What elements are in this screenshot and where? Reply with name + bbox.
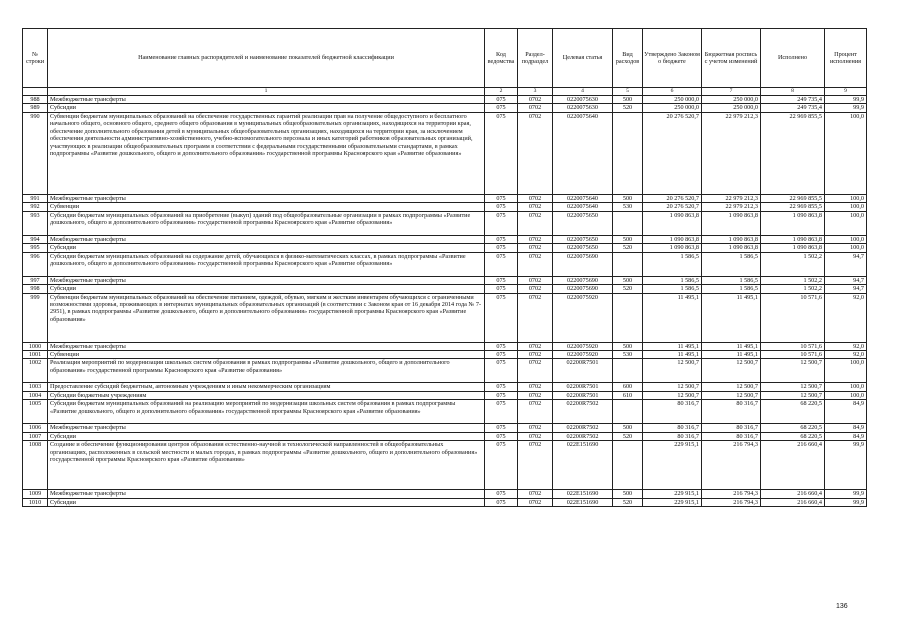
row-name: Субвенции bbox=[48, 203, 485, 211]
row-approved: 12 500,7 bbox=[643, 391, 702, 399]
row-executed: 12 500,7 bbox=[761, 383, 825, 391]
row-name: Создание и обеспечение функционирования центров образования естественно-научной и технологической направленностей в общеобразовательных организациях, расположенных в сельской местности и малых городах, в рамках подпрограммы «Развитие дошкольного, общего и дополнительного образования» государственной программы Красноярского края «Развитие образования» bbox=[48, 441, 485, 490]
row-approved: 1 586,5 bbox=[643, 285, 702, 293]
row-budget-list: 216 794,3 bbox=[702, 490, 761, 498]
table-row bbox=[23, 400, 867, 424]
table-row bbox=[23, 350, 867, 358]
row-approved: 250 000,0 bbox=[643, 104, 702, 112]
row-approved: 1 090 863,8 bbox=[643, 211, 702, 235]
row-vedomstvo: 075 bbox=[485, 96, 518, 104]
row-approved: 80 316,7 bbox=[643, 432, 702, 440]
row-approved: 80 316,7 bbox=[643, 400, 702, 424]
row-razdel: 0702 bbox=[518, 104, 553, 112]
budget-table bbox=[22, 28, 867, 507]
row-razdel: 0702 bbox=[518, 350, 553, 358]
row-target-article: 0220075640 bbox=[553, 203, 613, 211]
row-vedomstvo: 075 bbox=[485, 400, 518, 424]
row-vedomstvo: 075 bbox=[485, 235, 518, 243]
row-vedomstvo: 075 bbox=[485, 285, 518, 293]
row-executed: 68 220,5 bbox=[761, 424, 825, 432]
row-vedomstvo: 075 bbox=[485, 276, 518, 284]
row-expense-type: 520 bbox=[613, 285, 643, 293]
row-name: Субвенции бюджетам муниципальных образований на обеспечение питанием, одеждой, обувью, мягким и жестким инвентарем обучающихся с ограниченными возможностями здоровья, проживающих в интернатах муниципальных образовательных организаций (в соответствии с Законом края от 16 декабря 2014 года № 7-2951), в рамках подпрограммы «Развитие дошкольного, общего и дополнительного образования» государственной программы Красноярского края «Развитие образования» bbox=[48, 293, 485, 342]
row-executed: 22 969 855,5 bbox=[761, 112, 825, 194]
row-expense-type: 520 bbox=[613, 432, 643, 440]
row-approved: 11 495,1 bbox=[643, 350, 702, 358]
row-number: 1007 bbox=[23, 432, 48, 440]
row-razdel: 0702 bbox=[518, 112, 553, 194]
row-number: 1009 bbox=[23, 490, 48, 498]
row-number: 1006 bbox=[23, 424, 48, 432]
row-target-article: 0220075640 bbox=[553, 112, 613, 194]
row-percent: 99,9 bbox=[825, 96, 867, 104]
row-name: Межбюджетные трансферты bbox=[48, 235, 485, 243]
row-budget-list: 22 979 212,3 bbox=[702, 112, 761, 194]
row-executed: 68 220,5 bbox=[761, 400, 825, 424]
row-number: 989 bbox=[23, 104, 48, 112]
row-vedomstvo: 075 bbox=[485, 244, 518, 252]
row-target-article: 0220075630 bbox=[553, 96, 613, 104]
row-executed: 1 502,2 bbox=[761, 285, 825, 293]
row-vedomstvo: 075 bbox=[485, 211, 518, 235]
row-number: 1003 bbox=[23, 383, 48, 391]
row-name: Субсидии bbox=[48, 244, 485, 252]
row-target-article: 0220075630 bbox=[553, 104, 613, 112]
row-target-article: 0220075650 bbox=[553, 211, 613, 235]
row-name: Субсидии бюджетам муниципальных образований на реализацию мероприятий по модернизации школьных систем образования в рамках подпрограммы «Развитие дошкольного, общего и дополнительного образования» государственной программы Красноярского края «Развитие образования» bbox=[48, 400, 485, 424]
table-row bbox=[23, 252, 867, 276]
row-executed: 22 969 855,5 bbox=[761, 203, 825, 211]
row-percent: 99,9 bbox=[825, 498, 867, 506]
row-expense-type: 500 bbox=[613, 490, 643, 498]
row-budget-list: 11 495,1 bbox=[702, 293, 761, 342]
row-percent: 100,0 bbox=[825, 112, 867, 194]
row-expense-type bbox=[613, 112, 643, 194]
row-executed: 1 502,2 bbox=[761, 252, 825, 276]
row-percent: 92,0 bbox=[825, 350, 867, 358]
table-row bbox=[23, 391, 867, 399]
row-budget-list: 12 500,7 bbox=[702, 391, 761, 399]
row-budget-list: 216 794,3 bbox=[702, 498, 761, 506]
row-razdel: 0702 bbox=[518, 203, 553, 211]
row-number: 1004 bbox=[23, 391, 48, 399]
row-executed: 68 220,5 bbox=[761, 432, 825, 440]
row-executed: 249 735,4 bbox=[761, 96, 825, 104]
row-expense-type: 500 bbox=[613, 276, 643, 284]
header-vedomstvo: Код ведомства bbox=[485, 29, 518, 88]
row-vedomstvo: 075 bbox=[485, 104, 518, 112]
row-name: Межбюджетные трансферты bbox=[48, 276, 485, 284]
row-expense-type bbox=[613, 400, 643, 424]
row-executed: 1 090 863,8 bbox=[761, 235, 825, 243]
header-expense-type: Вид расходов bbox=[613, 29, 643, 88]
row-number: 992 bbox=[23, 203, 48, 211]
column-index: 8 bbox=[761, 88, 825, 96]
row-razdel: 0702 bbox=[518, 383, 553, 391]
row-razdel: 0702 bbox=[518, 244, 553, 252]
row-number: 994 bbox=[23, 235, 48, 243]
row-expense-type: 520 bbox=[613, 104, 643, 112]
row-percent: 84,9 bbox=[825, 432, 867, 440]
row-number: 988 bbox=[23, 96, 48, 104]
row-executed: 10 571,6 bbox=[761, 293, 825, 342]
table-row bbox=[23, 342, 867, 350]
row-percent: 100,0 bbox=[825, 203, 867, 211]
row-approved: 1 586,5 bbox=[643, 276, 702, 284]
row-expense-type: 520 bbox=[613, 244, 643, 252]
column-index: 9 bbox=[825, 88, 867, 96]
row-target-article: 022E151690 bbox=[553, 490, 613, 498]
column-index: 3 bbox=[518, 88, 553, 96]
table-row bbox=[23, 285, 867, 293]
row-vedomstvo: 075 bbox=[485, 342, 518, 350]
row-expense-type: 500 bbox=[613, 342, 643, 350]
row-approved: 229 915,1 bbox=[643, 441, 702, 490]
row-number: 1010 bbox=[23, 498, 48, 506]
row-percent: 100,0 bbox=[825, 235, 867, 243]
row-target-article: 0220075920 bbox=[553, 350, 613, 358]
row-razdel: 0702 bbox=[518, 432, 553, 440]
row-vedomstvo: 075 bbox=[485, 293, 518, 342]
row-vedomstvo: 075 bbox=[485, 432, 518, 440]
row-razdel: 0702 bbox=[518, 424, 553, 432]
table-row bbox=[23, 432, 867, 440]
row-vedomstvo: 075 bbox=[485, 498, 518, 506]
row-vedomstvo: 075 bbox=[485, 112, 518, 194]
row-name: Межбюджетные трансферты bbox=[48, 342, 485, 350]
row-executed: 22 969 855,5 bbox=[761, 194, 825, 202]
row-expense-type: 530 bbox=[613, 203, 643, 211]
row-name: Межбюджетные трансферты bbox=[48, 96, 485, 104]
row-budget-list: 22 979 212,3 bbox=[702, 203, 761, 211]
row-approved: 1 090 863,8 bbox=[643, 235, 702, 243]
table-row bbox=[23, 104, 867, 112]
header-name: Наименование главных распорядителей и наименование показателей бюджетной классификации bbox=[48, 29, 485, 88]
column-index: 2 bbox=[485, 88, 518, 96]
row-name: Межбюджетные трансферты bbox=[48, 194, 485, 202]
column-index: 4 bbox=[553, 88, 613, 96]
table-row bbox=[23, 441, 867, 490]
row-budget-list: 1 090 863,8 bbox=[702, 235, 761, 243]
row-razdel: 0702 bbox=[518, 400, 553, 424]
row-percent: 94,7 bbox=[825, 252, 867, 276]
row-expense-type: 530 bbox=[613, 350, 643, 358]
row-budget-list: 12 500,7 bbox=[702, 383, 761, 391]
row-target-article: 02200R7501 bbox=[553, 359, 613, 383]
row-razdel: 0702 bbox=[518, 490, 553, 498]
row-percent: 100,0 bbox=[825, 211, 867, 235]
header-budget-list: Бюджетная роспись с учетом изменений bbox=[702, 29, 761, 88]
row-budget-list: 1 586,5 bbox=[702, 252, 761, 276]
table-row bbox=[23, 203, 867, 211]
row-budget-list: 80 316,7 bbox=[702, 400, 761, 424]
row-razdel: 0702 bbox=[518, 276, 553, 284]
row-number: 990 bbox=[23, 112, 48, 194]
row-name: Реализация мероприятий по модернизации школьных систем образования в рамках подпрограммы «Развитие дошкольного, общего и дополнительного образования» государственной программы Красноярского края «Развитие образования» bbox=[48, 359, 485, 383]
row-razdel: 0702 bbox=[518, 194, 553, 202]
row-budget-list: 1 586,5 bbox=[702, 276, 761, 284]
header-executed: Исполнено bbox=[761, 29, 825, 88]
row-executed: 1 502,2 bbox=[761, 276, 825, 284]
row-vedomstvo: 075 bbox=[485, 359, 518, 383]
row-target-article: 0220075690 bbox=[553, 285, 613, 293]
row-percent: 100,0 bbox=[825, 194, 867, 202]
row-name: Субсидии бюджетам муниципальных образований на приобретение (выкуп) зданий под общеобразовательные организации в рамках подпрограммы «Развитие дошкольного, общего и дополнительного образования» государственной программы Красноярского края «Развитие образования» bbox=[48, 211, 485, 235]
row-vedomstvo: 075 bbox=[485, 383, 518, 391]
row-expense-type: 500 bbox=[613, 424, 643, 432]
header-approved: Утверждено Законом о бюджете bbox=[643, 29, 702, 88]
row-number: 996 bbox=[23, 252, 48, 276]
column-index: 7 bbox=[702, 88, 761, 96]
table-row bbox=[23, 293, 867, 342]
row-budget-list: 1 090 863,8 bbox=[702, 244, 761, 252]
row-number: 995 bbox=[23, 244, 48, 252]
row-vedomstvo: 075 bbox=[485, 350, 518, 358]
row-target-article: 02200R7501 bbox=[553, 391, 613, 399]
row-vedomstvo: 075 bbox=[485, 203, 518, 211]
row-expense-type bbox=[613, 252, 643, 276]
row-budget-list: 250 000,0 bbox=[702, 104, 761, 112]
row-budget-list: 11 495,1 bbox=[702, 342, 761, 350]
table-row bbox=[23, 383, 867, 391]
table-row bbox=[23, 276, 867, 284]
row-approved: 11 495,1 bbox=[643, 342, 702, 350]
row-name: Субсидии bbox=[48, 432, 485, 440]
row-target-article: 02200R7502 bbox=[553, 432, 613, 440]
row-executed: 10 571,6 bbox=[761, 350, 825, 358]
row-expense-type bbox=[613, 441, 643, 490]
column-index: 6 bbox=[643, 88, 702, 96]
row-target-article: 022E151690 bbox=[553, 441, 613, 490]
row-approved: 250 000,0 bbox=[643, 96, 702, 104]
column-index: 5 bbox=[613, 88, 643, 96]
row-percent: 94,7 bbox=[825, 276, 867, 284]
row-number: 1001 bbox=[23, 350, 48, 358]
row-percent: 84,9 bbox=[825, 400, 867, 424]
row-number: 1005 bbox=[23, 400, 48, 424]
row-percent: 100,0 bbox=[825, 244, 867, 252]
row-razdel: 0702 bbox=[518, 359, 553, 383]
row-percent: 99,9 bbox=[825, 490, 867, 498]
row-number: 993 bbox=[23, 211, 48, 235]
row-name: Субсидии бюджетам муниципальных образований на содержание детей, обучающихся в физико-математических классах, в рамках подпрограммы «Развитие дошкольного, общего и дополнительного образования» государственной программы Красноярского края «Развитие образования» bbox=[48, 252, 485, 276]
row-percent: 100,0 bbox=[825, 391, 867, 399]
table-row bbox=[23, 490, 867, 498]
table-row bbox=[23, 96, 867, 104]
row-vedomstvo: 075 bbox=[485, 194, 518, 202]
row-approved: 1 090 863,8 bbox=[643, 244, 702, 252]
row-percent: 92,0 bbox=[825, 342, 867, 350]
row-executed: 12 500,7 bbox=[761, 359, 825, 383]
row-number: 991 bbox=[23, 194, 48, 202]
table-row bbox=[23, 194, 867, 202]
header-num: № строки bbox=[23, 29, 48, 88]
row-executed: 10 571,6 bbox=[761, 342, 825, 350]
row-approved: 20 276 520,7 bbox=[643, 203, 702, 211]
row-razdel: 0702 bbox=[518, 211, 553, 235]
row-expense-type bbox=[613, 293, 643, 342]
row-expense-type: 610 bbox=[613, 391, 643, 399]
row-name: Субвенции bbox=[48, 350, 485, 358]
row-vedomstvo: 075 bbox=[485, 391, 518, 399]
row-target-article: 022E151690 bbox=[553, 498, 613, 506]
row-expense-type bbox=[613, 359, 643, 383]
row-name: Субвенции бюджетам муниципальных образований на обеспечение государственных гарантий реализации прав на получение общедоступного и бесплатного начального общего, основного общего, среднего общего образования в муниципальных общеобразовательных организациях, находящихся на территории края, обеспечение дополнительного образования детей в муниципальных общеобразовательных организациях, находящихся на территории края, за исключением обеспечения деятельности административно-хозяйственного, учебно-вспомогательного персонала и иных категорий работников образовательных организаций, участвующих в реализации общеобразовательных программ в соответствии с федеральными государственными образовательными стандартами, в рамках подпрограммы «Развитие дошкольного, общего и дополнительного образования» государственной программы Красноярского края «Развитие образования» bbox=[48, 112, 485, 194]
row-razdel: 0702 bbox=[518, 235, 553, 243]
row-vedomstvo: 075 bbox=[485, 252, 518, 276]
column-index-row bbox=[23, 88, 867, 96]
row-budget-list: 12 500,7 bbox=[702, 359, 761, 383]
row-expense-type: 520 bbox=[613, 498, 643, 506]
row-razdel: 0702 bbox=[518, 441, 553, 490]
table-row bbox=[23, 112, 867, 194]
row-percent: 94,7 bbox=[825, 285, 867, 293]
row-number: 997 bbox=[23, 276, 48, 284]
row-number: 999 bbox=[23, 293, 48, 342]
row-executed: 1 090 863,8 bbox=[761, 244, 825, 252]
header-target-article: Целевая статья bbox=[553, 29, 613, 88]
row-percent: 100,0 bbox=[825, 383, 867, 391]
row-target-article: 0220075640 bbox=[553, 194, 613, 202]
row-expense-type bbox=[613, 211, 643, 235]
header-row bbox=[23, 29, 867, 88]
row-expense-type: 500 bbox=[613, 96, 643, 104]
row-name: Межбюджетные трансферты bbox=[48, 490, 485, 498]
row-target-article: 02200R7502 bbox=[553, 424, 613, 432]
row-name: Субсидии bbox=[48, 285, 485, 293]
table-row bbox=[23, 424, 867, 432]
row-percent: 100,0 bbox=[825, 359, 867, 383]
row-target-article: 0220075920 bbox=[553, 293, 613, 342]
row-percent: 84,9 bbox=[825, 424, 867, 432]
row-target-article: 0220075650 bbox=[553, 244, 613, 252]
row-number: 1008 bbox=[23, 441, 48, 490]
row-number: 998 bbox=[23, 285, 48, 293]
table-row bbox=[23, 244, 867, 252]
row-approved: 229 915,1 bbox=[643, 490, 702, 498]
row-budget-list: 1 090 863,8 bbox=[702, 211, 761, 235]
row-approved: 12 500,7 bbox=[643, 383, 702, 391]
row-razdel: 0702 bbox=[518, 498, 553, 506]
row-razdel: 0702 bbox=[518, 252, 553, 276]
table-row bbox=[23, 211, 867, 235]
row-executed: 216 660,4 bbox=[761, 498, 825, 506]
row-budget-list: 1 586,5 bbox=[702, 285, 761, 293]
row-razdel: 0702 bbox=[518, 285, 553, 293]
header-razdel: Раздел-подраздел bbox=[518, 29, 553, 88]
row-executed: 216 660,4 bbox=[761, 490, 825, 498]
row-budget-list: 80 316,7 bbox=[702, 424, 761, 432]
row-name: Субсидии bbox=[48, 104, 485, 112]
row-budget-list: 250 000,0 bbox=[702, 96, 761, 104]
row-target-article: 02200R7502 bbox=[553, 400, 613, 424]
row-number: 1002 bbox=[23, 359, 48, 383]
row-target-article: 0220075690 bbox=[553, 276, 613, 284]
row-name: Межбюджетные трансферты bbox=[48, 424, 485, 432]
row-name: Субсидии bbox=[48, 498, 485, 506]
row-expense-type: 500 bbox=[613, 194, 643, 202]
table-row bbox=[23, 359, 867, 383]
row-percent: 99,9 bbox=[825, 104, 867, 112]
row-expense-type: 600 bbox=[613, 383, 643, 391]
row-razdel: 0702 bbox=[518, 293, 553, 342]
row-vedomstvo: 075 bbox=[485, 441, 518, 490]
row-target-article: 0220075920 bbox=[553, 342, 613, 350]
row-expense-type: 500 bbox=[613, 235, 643, 243]
row-executed: 216 660,4 bbox=[761, 441, 825, 490]
header-percent: Процент исполнения bbox=[825, 29, 867, 88]
row-approved: 20 276 520,7 bbox=[643, 194, 702, 202]
page-number: 136 bbox=[836, 603, 848, 610]
row-target-article: 02200R7501 bbox=[553, 383, 613, 391]
table-body bbox=[23, 96, 867, 507]
row-executed: 1 090 863,8 bbox=[761, 211, 825, 235]
row-budget-list: 216 794,3 bbox=[702, 441, 761, 490]
row-approved: 12 500,7 bbox=[643, 359, 702, 383]
row-name: Предоставление субсидий бюджетным, автономным учреждениям и иным некоммерческим организациям bbox=[48, 383, 485, 391]
table-row bbox=[23, 498, 867, 506]
row-approved: 1 586,5 bbox=[643, 252, 702, 276]
row-target-article: 0220075650 bbox=[553, 235, 613, 243]
row-name: Субсидии бюджетным учреждениям bbox=[48, 391, 485, 399]
row-razdel: 0702 bbox=[518, 96, 553, 104]
row-vedomstvo: 075 bbox=[485, 424, 518, 432]
row-target-article: 0220075690 bbox=[553, 252, 613, 276]
row-approved: 229 915,1 bbox=[643, 498, 702, 506]
row-percent: 92,0 bbox=[825, 293, 867, 342]
row-number: 1000 bbox=[23, 342, 48, 350]
row-percent: 99,9 bbox=[825, 441, 867, 490]
row-executed: 12 500,7 bbox=[761, 391, 825, 399]
row-approved: 80 316,7 bbox=[643, 424, 702, 432]
row-budget-list: 11 495,1 bbox=[702, 350, 761, 358]
row-approved: 11 495,1 bbox=[643, 293, 702, 342]
row-approved: 20 276 520,7 bbox=[643, 112, 702, 194]
row-budget-list: 80 316,7 bbox=[702, 432, 761, 440]
row-budget-list: 22 979 212,3 bbox=[702, 194, 761, 202]
row-razdel: 0702 bbox=[518, 391, 553, 399]
row-razdel: 0702 bbox=[518, 342, 553, 350]
row-vedomstvo: 075 bbox=[485, 490, 518, 498]
table-row bbox=[23, 235, 867, 243]
column-index: 1 bbox=[48, 88, 485, 96]
row-executed: 249 735,4 bbox=[761, 104, 825, 112]
